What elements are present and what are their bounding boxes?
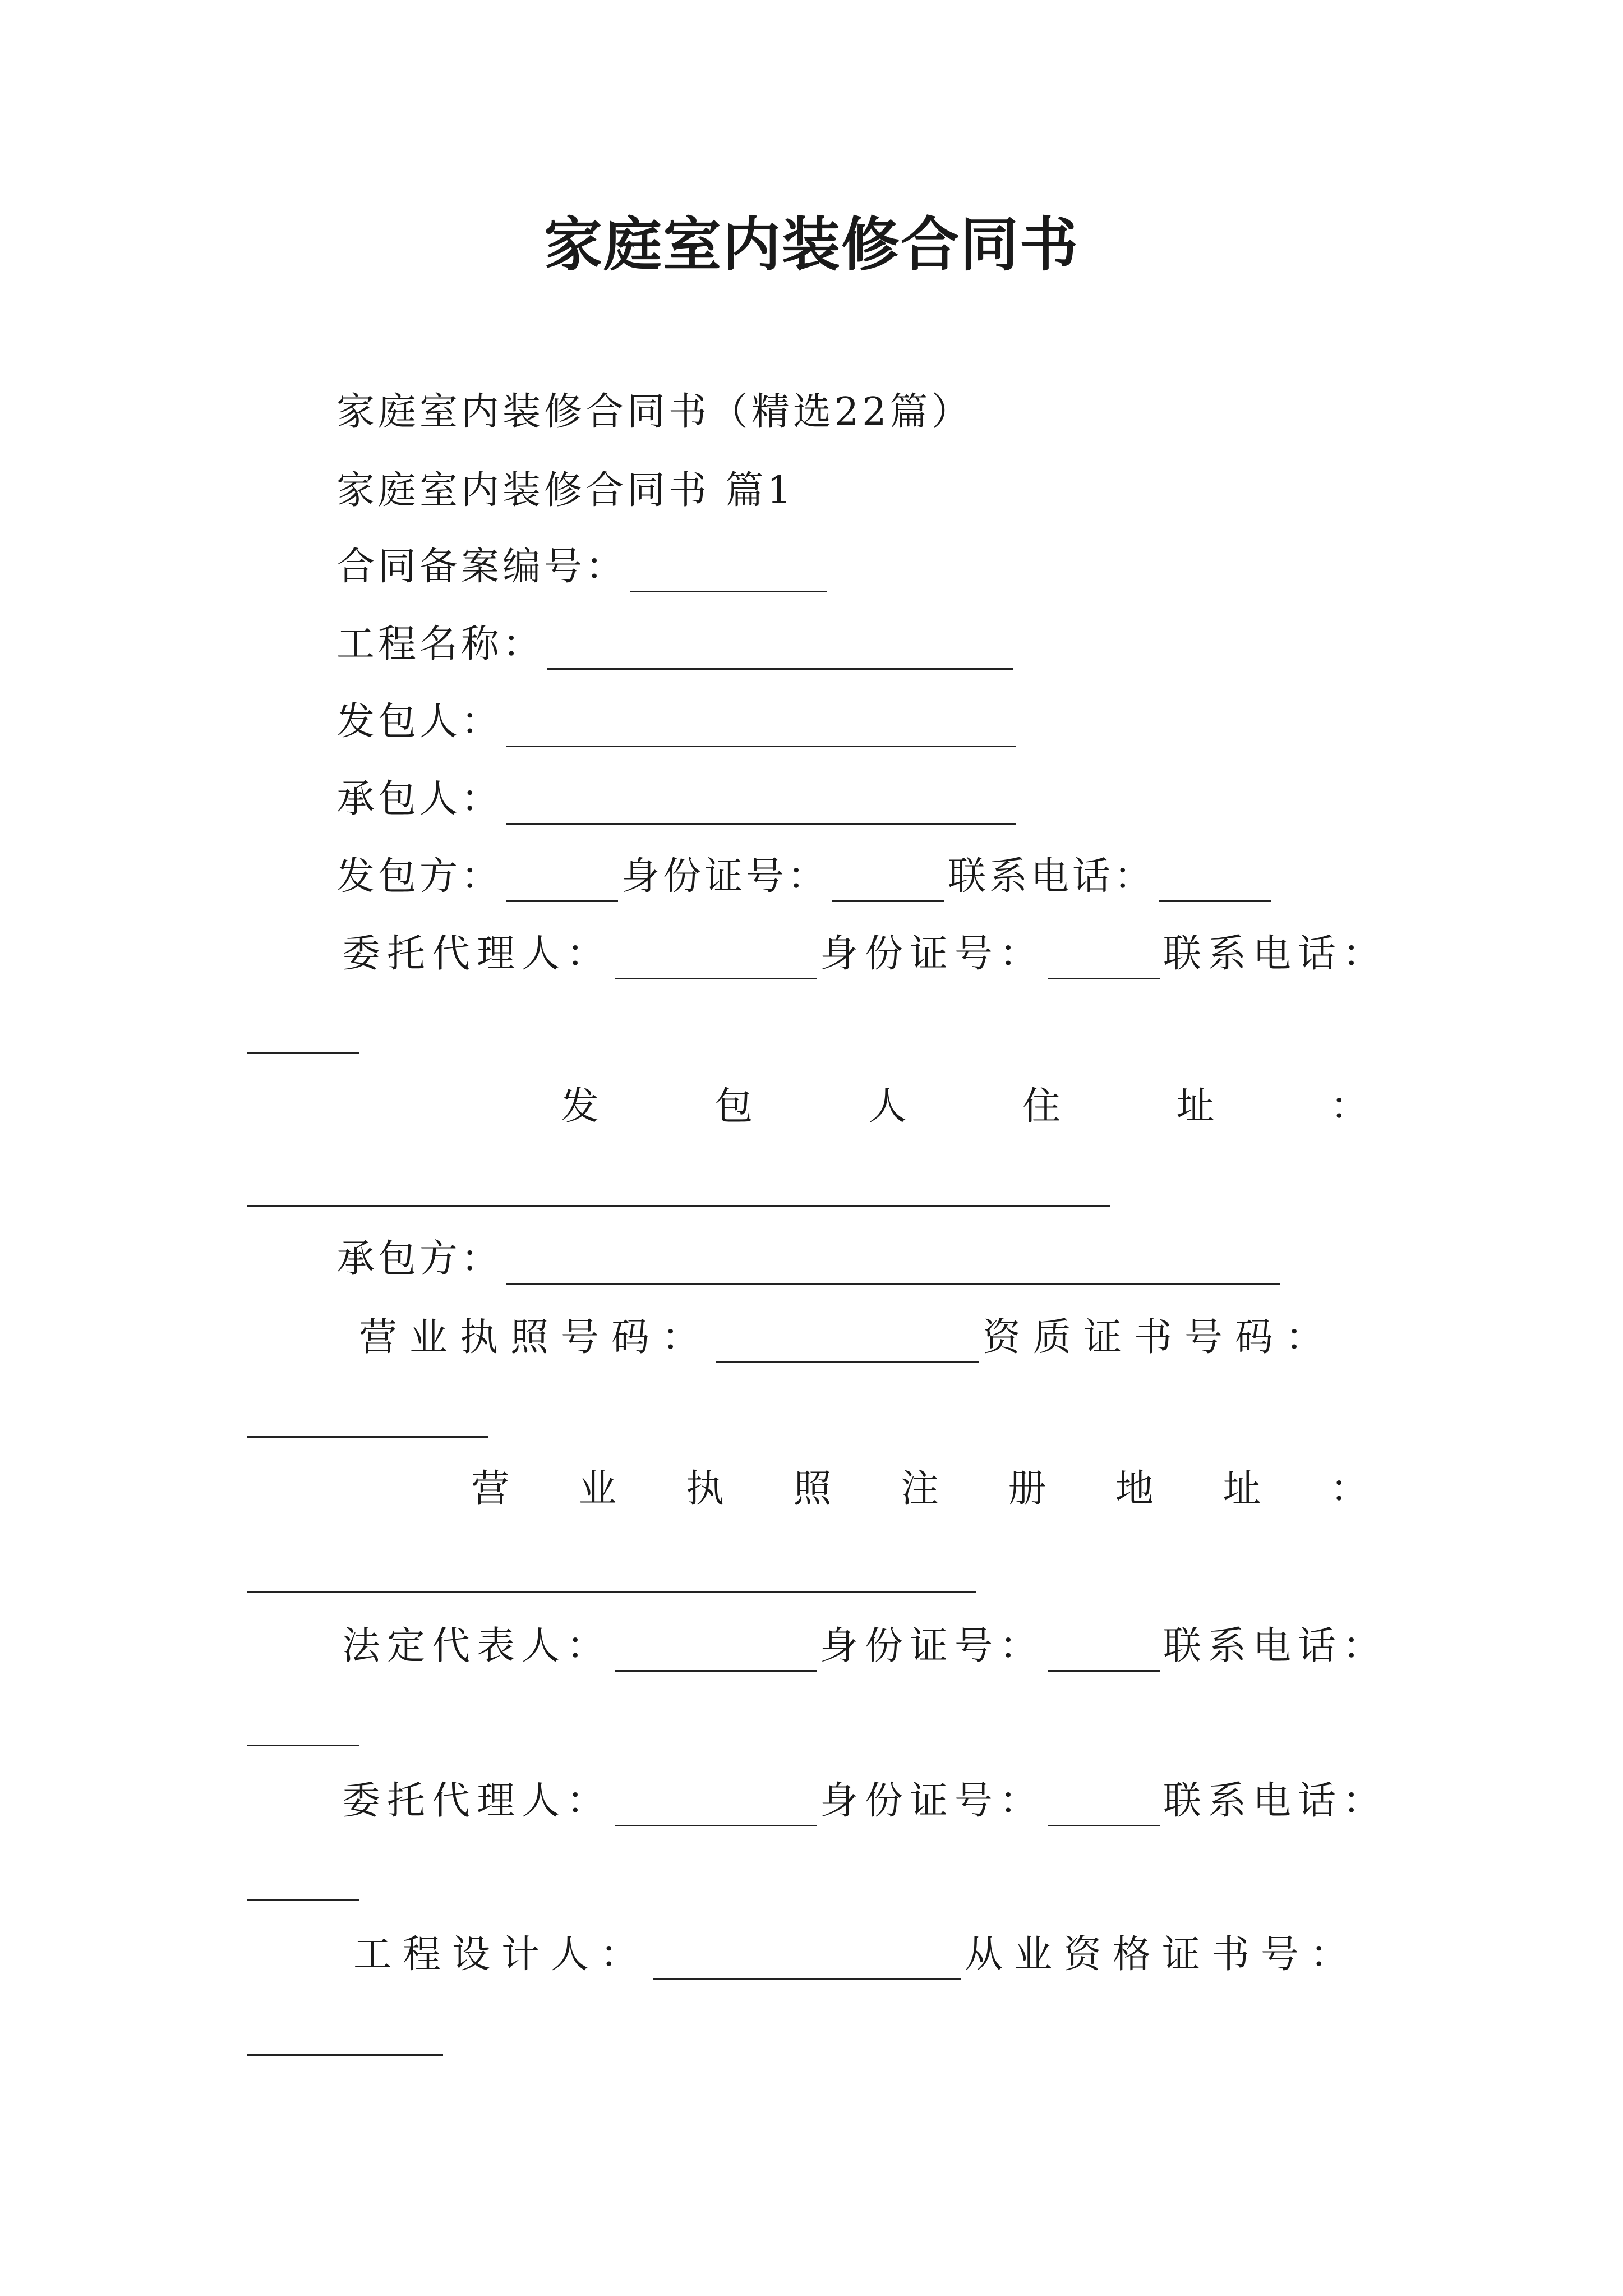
client-agent-id-blank[interactable] [1048, 942, 1160, 979]
contractor-agent-phone-blank[interactable] [247, 1899, 359, 1901]
section-heading: 家庭室内装修合同书 篇1 [336, 468, 795, 513]
contractor-field: 承包人： [336, 774, 1020, 825]
practice-cert-blank[interactable] [247, 2054, 443, 2056]
client-address-blank[interactable] [247, 1205, 1110, 1207]
legal-rep-line: 法定代表人： 身份证号： 联系电话： [342, 1621, 1387, 1672]
client-phone-blank[interactable] [1159, 864, 1271, 902]
contract-number-blank[interactable] [630, 555, 827, 592]
legal-rep-phone-blank[interactable] [247, 1745, 359, 1746]
contractor-party-blank[interactable] [506, 1247, 1280, 1285]
client-party-line: 发包方： 身份证号： 联系电话： [336, 852, 1274, 902]
contract-number-field: 合同备案编号： [336, 542, 830, 592]
client-agent-line: 委托代理人： 身份证号： 联系电话： [342, 929, 1387, 979]
legal-rep-id-blank[interactable] [1048, 1634, 1160, 1672]
designer-line: 工程设计人： 从业资格证书号： [353, 1930, 1359, 1980]
contractor-agent-blank[interactable] [615, 1789, 817, 1826]
project-name-blank[interactable] [547, 632, 1013, 670]
client-agent-blank[interactable] [615, 942, 817, 979]
document-title: 家庭室内装修合同书 [543, 210, 1079, 279]
license-line: 营业执照号码： 资质证书号码： [359, 1313, 1336, 1363]
contractor-agent-id-blank[interactable] [1048, 1789, 1160, 1826]
client-party-blank[interactable] [506, 864, 618, 902]
license-address-label: 营 业 执 照 注 册 地 址 ： [471, 1467, 1368, 1511]
contractor-party-field: 承包方： [336, 1234, 1283, 1285]
client-field: 发包人： [336, 697, 1020, 747]
contractor-blank[interactable] [506, 787, 1016, 825]
client-blank[interactable] [506, 710, 1016, 747]
qualification-number-blank[interactable] [247, 1436, 488, 1438]
license-address-blank[interactable] [247, 1591, 976, 1593]
client-agent-phone-blank[interactable] [247, 1052, 359, 1054]
subtitle: 家庭室内装修合同书（精选22篇） [336, 390, 973, 434]
contractor-agent-line: 委托代理人： 身份证号： 联系电话： [342, 1776, 1387, 1826]
license-number-blank[interactable] [716, 1326, 979, 1363]
project-name-field: 工程名称： [336, 619, 1016, 670]
client-id-blank[interactable] [832, 864, 944, 902]
legal-rep-blank[interactable] [615, 1634, 817, 1672]
designer-blank[interactable] [653, 1943, 961, 1980]
client-address-label: 发 包 人 住 址 ： [561, 1084, 1368, 1129]
